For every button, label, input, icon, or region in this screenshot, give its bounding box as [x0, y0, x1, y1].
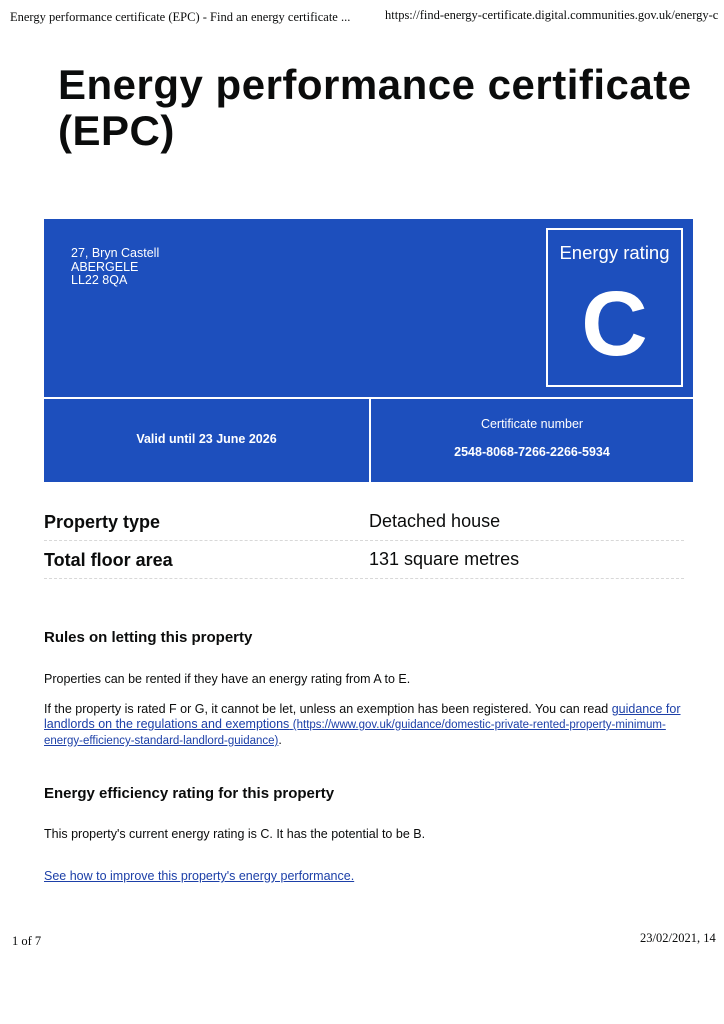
footer-datetime: 23/02/2021, 14 [640, 931, 716, 945]
energy-rating-box [546, 228, 683, 387]
property-address [71, 247, 159, 288]
footer-page-number: 1 of 7 [12, 934, 42, 948]
improve-performance-link-row [44, 869, 684, 884]
energy-rating-label: Energy rating [559, 242, 670, 263]
summary-row-divider [44, 540, 684, 542]
improve-performance-link[interactable]: See how to improve this property's energy performance. [44, 869, 355, 883]
guidance-link-text[interactable]: guidance for landlords on the regulations and exemptions [44, 702, 681, 731]
efficiency-paragraph: This property's current energy rating is C. It has the potential to be B. [44, 827, 426, 841]
print-header-title: Energy performance certificate (EPC) - Find an energy certificate ... [10, 10, 351, 24]
print-header-url: https://find-energy-certificate.digital.communities.gov.uk/energy-c [385, 8, 719, 22]
page-title: Energy performance certificate (EPC) [58, 61, 692, 154]
summary-row-divider [44, 578, 684, 580]
summary-key-floor-area: Total floor area [44, 550, 173, 570]
panel-divider-vertical [369, 397, 371, 482]
rules-paragraph-2 [44, 702, 684, 749]
summary-value-floor-area: 131 square metres [369, 549, 520, 569]
epc-summary-panel [44, 219, 693, 482]
rules-paragraph-2-text: If the property is rated F or G, it cannot be let, unless an exemption has been registered. You can read [44, 702, 612, 716]
address-line-2: ABERGELE [71, 259, 139, 274]
rules-paragraph-1: Properties can be rented if they have an energy rating from A to E. [44, 672, 411, 686]
certificate-number-label: Certificate number [480, 417, 584, 431]
summary-key-property-type: Property type [44, 512, 161, 532]
certificate-number: 2548-8068-7266-2266-5934 [454, 445, 610, 459]
efficiency-heading: Energy efficiency rating for this property [44, 785, 335, 802]
rules-paragraph-2-end: . [278, 733, 282, 747]
address-line-1: 27, Bryn Castell [71, 246, 160, 260]
guidance-link-url[interactable]: (https://www.gov.uk/guidance/domestic-private-rented-property-minimum-energy-efficiency-standard-landlord-guidance) [44, 719, 666, 747]
summary-value-property-type: Detached house [369, 511, 501, 531]
address-postcode: LL22 8QA [71, 273, 128, 287]
rules-heading: Rules on letting this property [44, 629, 253, 646]
energy-rating-letter: C [581, 273, 648, 375]
valid-until: Valid until 23 June 2026 [136, 432, 277, 446]
